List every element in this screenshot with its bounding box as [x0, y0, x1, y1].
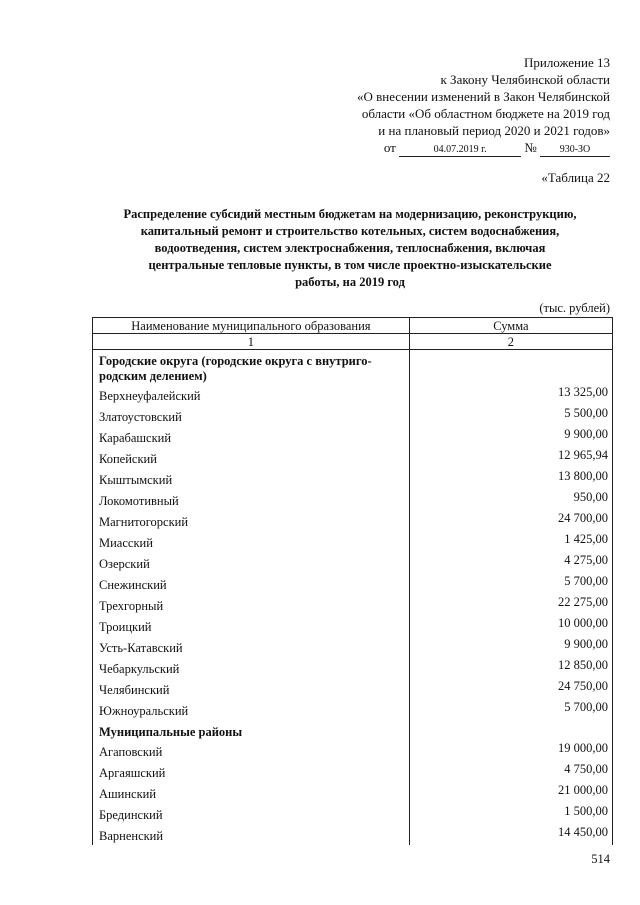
municipality-name: Озерский [93, 552, 410, 573]
table-row [93, 447, 613, 468]
column-number: 1 [93, 334, 410, 350]
municipality-name: Агаповский [93, 740, 410, 761]
amount: 950,00 [409, 489, 612, 510]
amount: 24 750,00 [409, 678, 612, 699]
table-label: «Таблица 22 [541, 170, 610, 185]
table-row [93, 573, 613, 594]
title-line: работы, на 2019 год [295, 275, 405, 289]
table-row [93, 489, 613, 510]
title-line: Распределение субсидий местным бюджетам на модернизацию, реконструкцию, [123, 207, 577, 221]
table-row [93, 615, 613, 636]
table-row [93, 594, 613, 615]
group-title-line: Городские округа (городские округа с внутриго- [99, 354, 372, 368]
group-amount-empty [409, 720, 612, 740]
amount: 22 275,00 [409, 594, 612, 615]
table-row [93, 699, 613, 720]
title-line: капитальный ремонт и строительство котельных, систем водоснабжения, [140, 224, 560, 238]
municipality-name: Ашинский [93, 782, 410, 803]
table-row [93, 761, 613, 782]
municipality-name: Троицкий [93, 615, 410, 636]
table-header-row [93, 318, 613, 334]
amount: 19 000,00 [409, 740, 612, 761]
group-amount-empty [409, 350, 612, 385]
group-header-row [93, 350, 613, 385]
number-prefix: № [524, 140, 537, 155]
table-row [93, 510, 613, 531]
municipality-name: Магнитогорский [93, 510, 410, 531]
amount: 5 500,00 [409, 405, 612, 426]
title-line: водоотведения, систем электроснабжения, теплоснабжения, включая [154, 241, 546, 255]
column-number-row [93, 334, 613, 350]
municipality-name: Локомотивный [93, 489, 410, 510]
municipality-name: Карабашский [93, 426, 410, 447]
amount: 24 700,00 [409, 510, 612, 531]
table-row [93, 782, 613, 803]
date-number-line [357, 139, 610, 157]
column-header-name: Наименование муниципального образования [93, 318, 410, 334]
table-row [93, 468, 613, 489]
municipality-name: Кыштымский [93, 468, 410, 489]
amount: 10 000,00 [409, 615, 612, 636]
municipality-name: Чебаркульский [93, 657, 410, 678]
appendix-line: и на плановый период 2020 и 2021 годов» [378, 123, 610, 138]
table-row [93, 552, 613, 573]
amount: 12 850,00 [409, 657, 612, 678]
amount: 5 700,00 [409, 573, 612, 594]
amount: 13 800,00 [409, 468, 612, 489]
amount: 13 325,00 [409, 384, 612, 405]
municipality-name: Варненский [93, 824, 410, 845]
amount: 1 500,00 [409, 803, 612, 824]
municipality-name: Брединский [93, 803, 410, 824]
table-row [93, 405, 613, 426]
number-value: 930-ЗО [540, 144, 610, 157]
appendix-line: области «Об областном бюджете на 2019 год [361, 106, 610, 121]
municipality-name: Миасский [93, 531, 410, 552]
column-number: 2 [409, 334, 612, 350]
municipality-name: Снежинский [93, 573, 410, 594]
table-row [93, 740, 613, 761]
units-label: (тыс. рублей) [539, 301, 610, 315]
municipality-name: Копейский [93, 447, 410, 468]
page-number: 514 [591, 852, 610, 866]
table-row [93, 426, 613, 447]
table-row [93, 824, 613, 845]
date-value: 04.07.2019 г. [399, 144, 521, 157]
document-title [90, 206, 610, 291]
table-row [93, 657, 613, 678]
amount: 12 965,94 [409, 447, 612, 468]
table-row [93, 803, 613, 824]
table-row [93, 636, 613, 657]
table-row [93, 678, 613, 699]
amount: 5 700,00 [409, 699, 612, 720]
municipality-name: Златоустовский [93, 405, 410, 426]
municipality-name: Верхнеуфалейский [93, 384, 410, 405]
municipality-name: Аргаяшский [93, 761, 410, 782]
group-header-row [93, 720, 613, 740]
amount: 21 000,00 [409, 782, 612, 803]
municipality-name: Челябинский [93, 678, 410, 699]
table-row [93, 531, 613, 552]
appendix-line: к Закону Челябинской области [440, 72, 610, 87]
amount: 9 900,00 [409, 426, 612, 447]
amount: 4 750,00 [409, 761, 612, 782]
amount: 9 900,00 [409, 636, 612, 657]
appendix-line: Приложение 13 [523, 55, 610, 70]
amount: 4 275,00 [409, 552, 612, 573]
amount: 1 425,00 [409, 531, 612, 552]
date-prefix: от [383, 140, 396, 155]
municipality-name: Южноуральский [93, 699, 410, 720]
group-title-districts: Муниципальные районы [93, 720, 410, 740]
municipality-name: Трехгорный [93, 594, 410, 615]
group-title-line: родским делением) [99, 369, 207, 383]
appendix-line: «О внесении изменений в Закон Челябинской [356, 89, 610, 104]
table-row [93, 384, 613, 405]
column-header-amount: Сумма [409, 318, 612, 334]
appendix-header [357, 54, 610, 157]
municipality-name: Усть-Катавский [93, 636, 410, 657]
title-line: центральные тепловые пункты, в том числе проектно-изыскательские [148, 258, 552, 272]
amount: 14 450,00 [409, 824, 612, 845]
subsidy-table [92, 317, 613, 845]
group-title-urban [93, 350, 410, 385]
